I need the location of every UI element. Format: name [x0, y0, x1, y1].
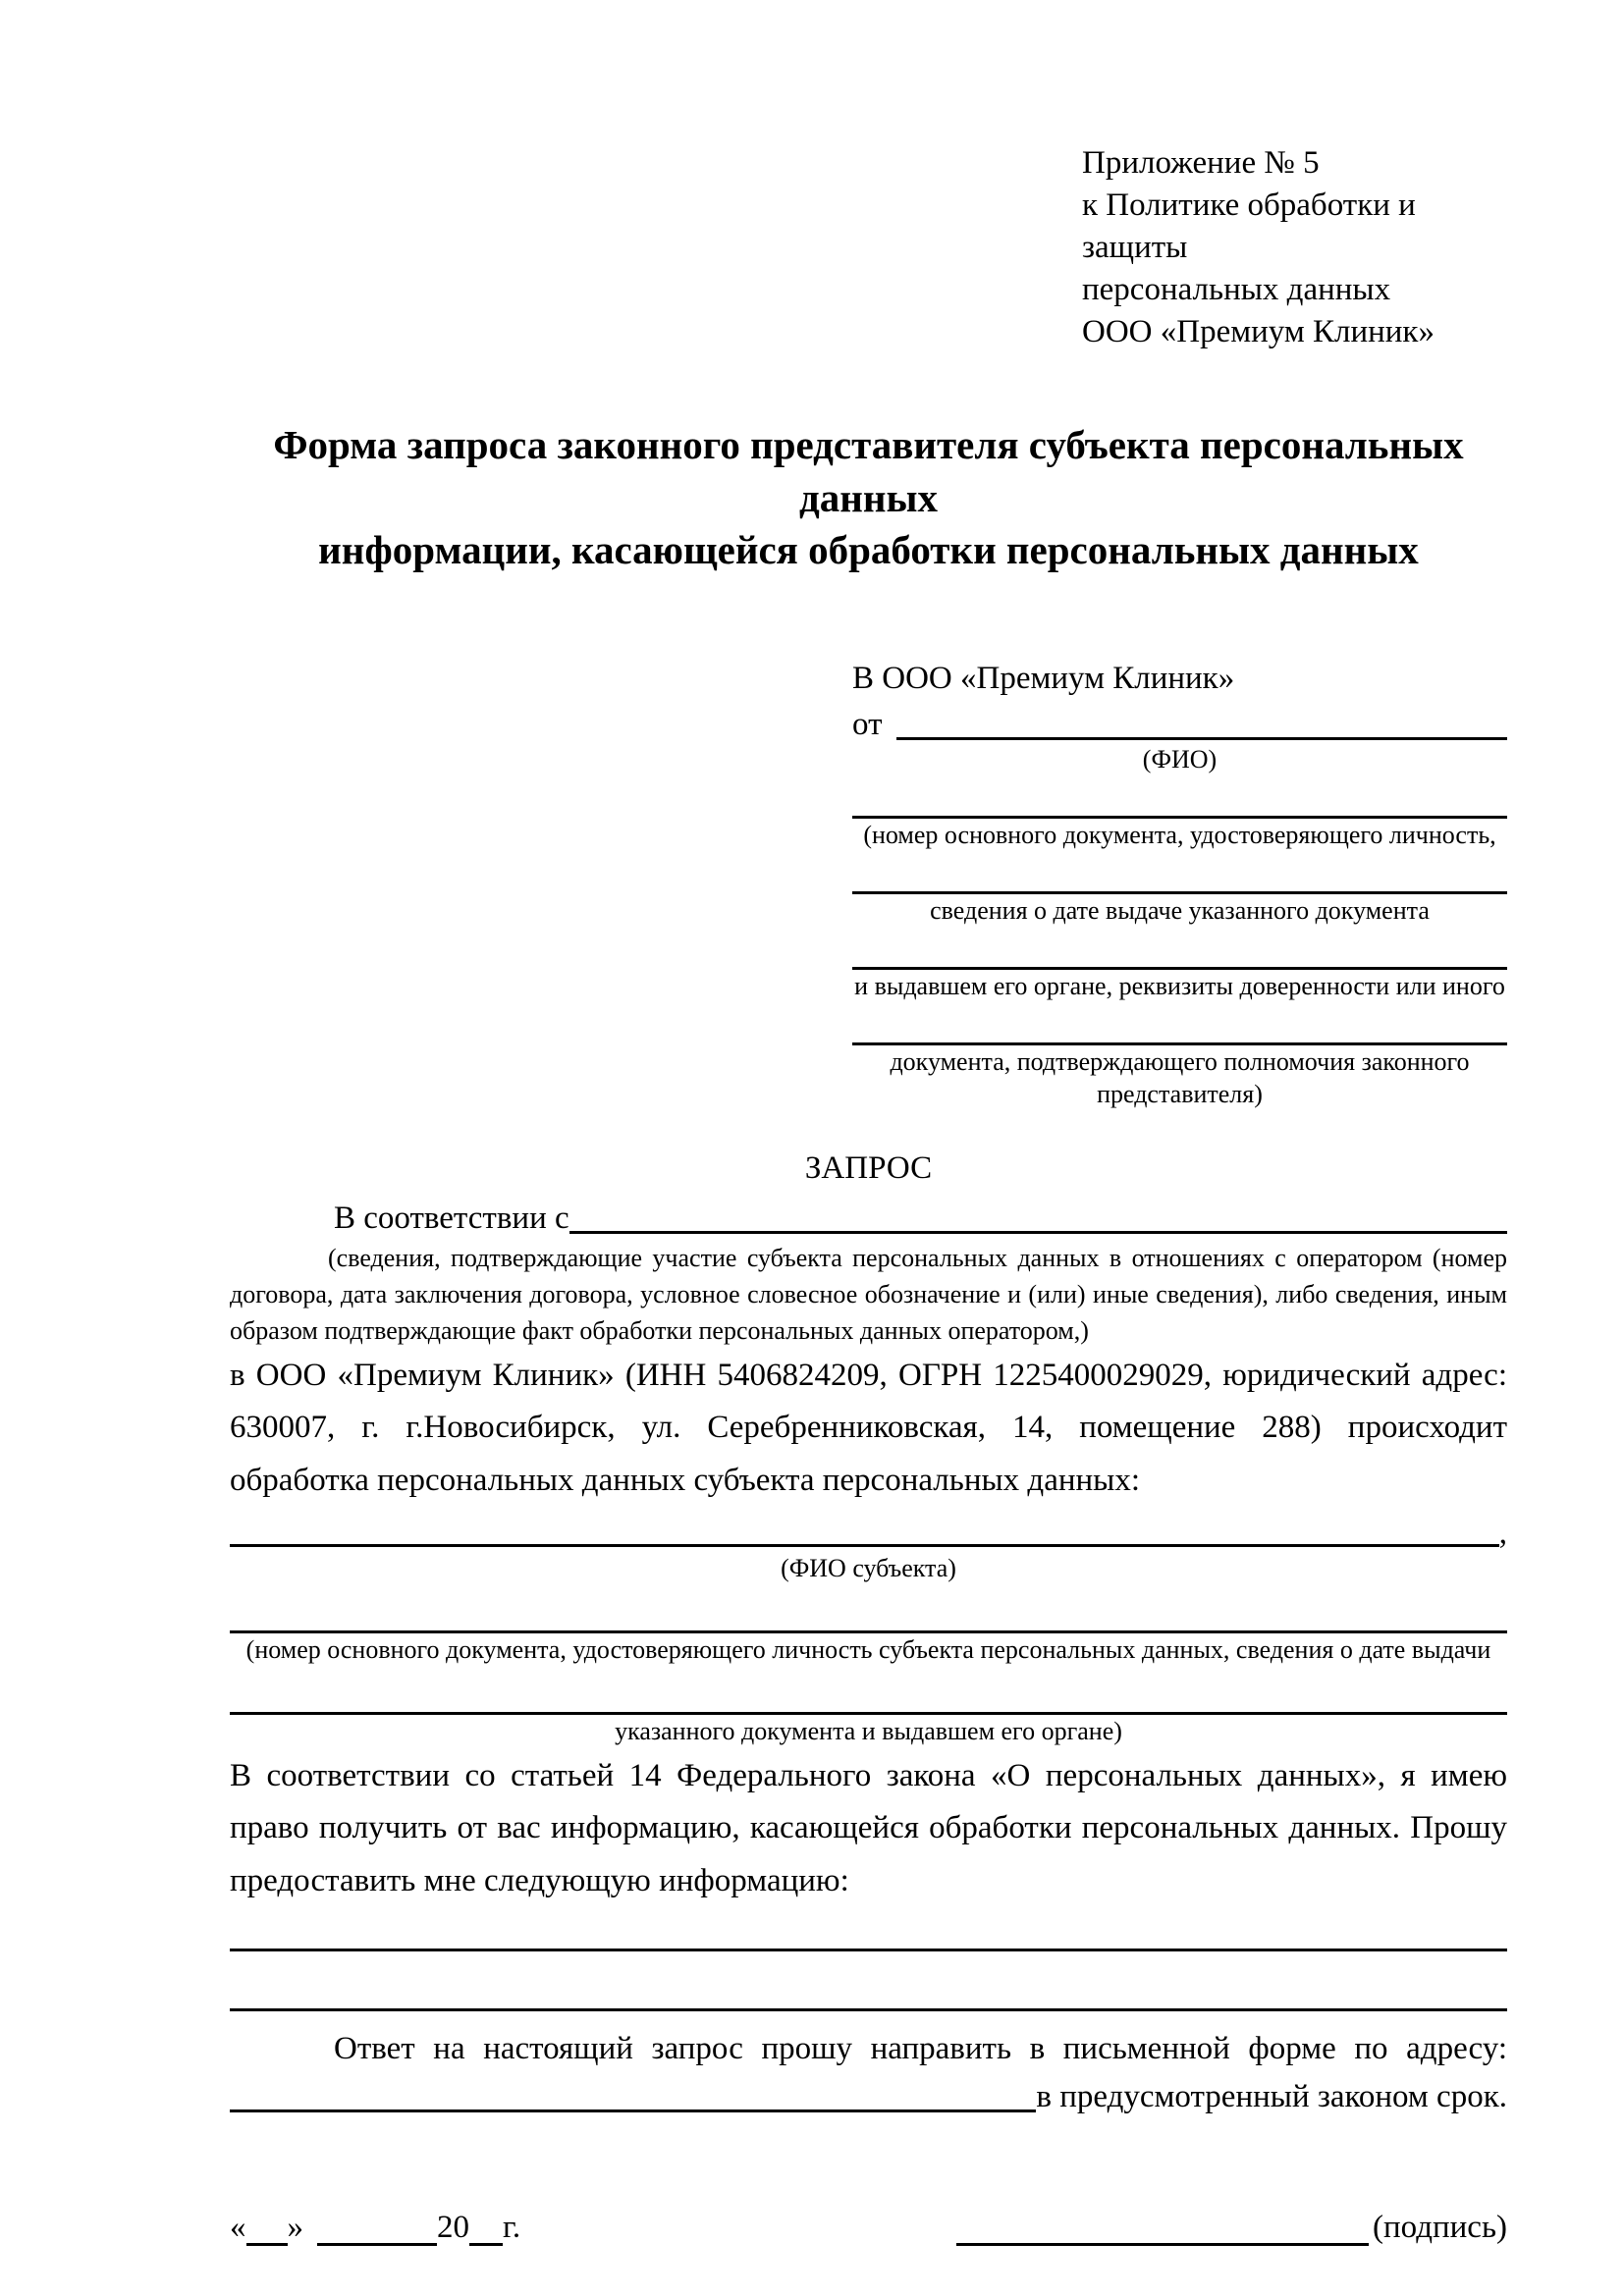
- basis-row: [230, 1201, 1507, 1237]
- subject-fio-row: [230, 1507, 1507, 1552]
- date-quote-close: »: [287, 2210, 303, 2246]
- date-year-blank[interactable]: [469, 2214, 503, 2246]
- addressee-organization: В ООО «Премиум Клиник»: [852, 661, 1235, 697]
- subject-fio-blank-line[interactable]: [230, 1536, 1499, 1547]
- subject-document-blank-line-1[interactable]: [230, 1607, 1507, 1633]
- signature-caption: (подпись): [1373, 2210, 1507, 2246]
- request-heading: ЗАПРОС: [804, 1150, 933, 1187]
- representative-document-caption-3: и выдавшем его органе, реквизиты доверенности или иного: [854, 971, 1505, 1000]
- reply-address-row: [230, 2079, 1507, 2115]
- basis-blank-line[interactable]: [569, 1223, 1507, 1234]
- date-month-blank[interactable]: [317, 2214, 437, 2246]
- signature-blank-line[interactable]: [956, 2214, 1369, 2246]
- page-title-line-2: информации, касающейся обработки персональных данных: [318, 527, 1419, 573]
- from-label: от: [852, 707, 883, 743]
- subject-line-comma: ,: [1498, 1516, 1507, 1552]
- subject-document-caption-2: указанного документа и выдавшем его органе): [615, 1716, 1122, 1745]
- representative-document-blank-line-1[interactable]: [852, 788, 1507, 819]
- appendix-line-1: Приложение № 5: [1082, 145, 1320, 181]
- date-year-prefix: 20: [437, 2210, 469, 2246]
- subject-document-caption-1: (номер основного документа, удостоверяющего личность субъекта персональных данных, сведения о дате выдачи: [245, 1635, 1491, 1664]
- reply-sentence: Ответ на настоящий запрос прошу направить в письменной форме по адресу:: [334, 2030, 1507, 2066]
- page-title-line-1: Форма запроса законного представителя субъекта персональных данных: [273, 422, 1464, 520]
- representative-document-blank-line-4[interactable]: [852, 1015, 1507, 1045]
- fio-caption: (ФИО): [1142, 745, 1218, 774]
- law-paragraph: В соответствии со статьей 14 Федерального закона «О персональных данных», я имею право получить от вас информацию, касающейся обработки персональных данных. Прошу предоставить мне следующую информацию:: [230, 1757, 1507, 1898]
- representative-document-blank-line-3[interactable]: [852, 939, 1507, 970]
- page-title: [230, 419, 1507, 576]
- appendix-line-2: к Политике обработки и защиты: [1082, 187, 1416, 265]
- from-row: [852, 707, 1507, 743]
- requested-info-blank-line-2[interactable]: [230, 2008, 1507, 2011]
- representative-document-caption-2: сведения о дате выдаче указанного документа: [930, 895, 1430, 925]
- subject-fio-caption: (ФИО субъекта): [781, 1554, 956, 1583]
- addressee-block: [852, 661, 1507, 1111]
- date-year-suffix: г.: [503, 2210, 521, 2246]
- date-field: [230, 2210, 520, 2246]
- representative-document-blank-line-2[interactable]: [852, 864, 1507, 894]
- date-day-blank[interactable]: [246, 2214, 288, 2246]
- reply-tail: в предусмотренный законом срок.: [1036, 2079, 1507, 2115]
- representative-document-caption-4: документа, подтверждающего полномочия законного представителя): [890, 1046, 1470, 1109]
- appendix-block: [1082, 142, 1507, 352]
- basis-label: В соответствии с: [334, 1201, 569, 1237]
- requested-info-blank-line-1[interactable]: [230, 1949, 1507, 1951]
- appendix-line-3: персональных данных: [1082, 271, 1391, 307]
- date-quote-open: «: [230, 2210, 246, 2246]
- appendix-line-4: ООО «Премиум Клиник»: [1082, 313, 1435, 349]
- reply-address-blank-line[interactable]: [230, 2102, 1036, 2112]
- representative-document-caption-1: (номер основного документа, удостоверяющего личность,: [863, 821, 1496, 850]
- subject-document-blank-line-2[interactable]: [230, 1688, 1507, 1715]
- representative-fio-blank-line[interactable]: [896, 729, 1508, 740]
- signature-field: [956, 2210, 1507, 2246]
- footer-row: [230, 2210, 1507, 2246]
- basis-caption: (сведения, подтверждающие участие субъекта персональных данных в отношениях с оператором (номер договора, дата заключения договора, условное словесное обозначение и (или) иные сведения), либо сведения, иным образом подтверждающие факт обработки персональных данных оператором,): [230, 1244, 1507, 1345]
- operator-paragraph: в ООО «Премиум Клиник» (ИНН 5406824209, ОГРН 1225400029029, юридический адрес: 630007, г. г.Новосибирск, ул. Серебренниковская, 14, помещение 288) происходит обработка персональных данных субъекта персональных данных:: [230, 1357, 1507, 1498]
